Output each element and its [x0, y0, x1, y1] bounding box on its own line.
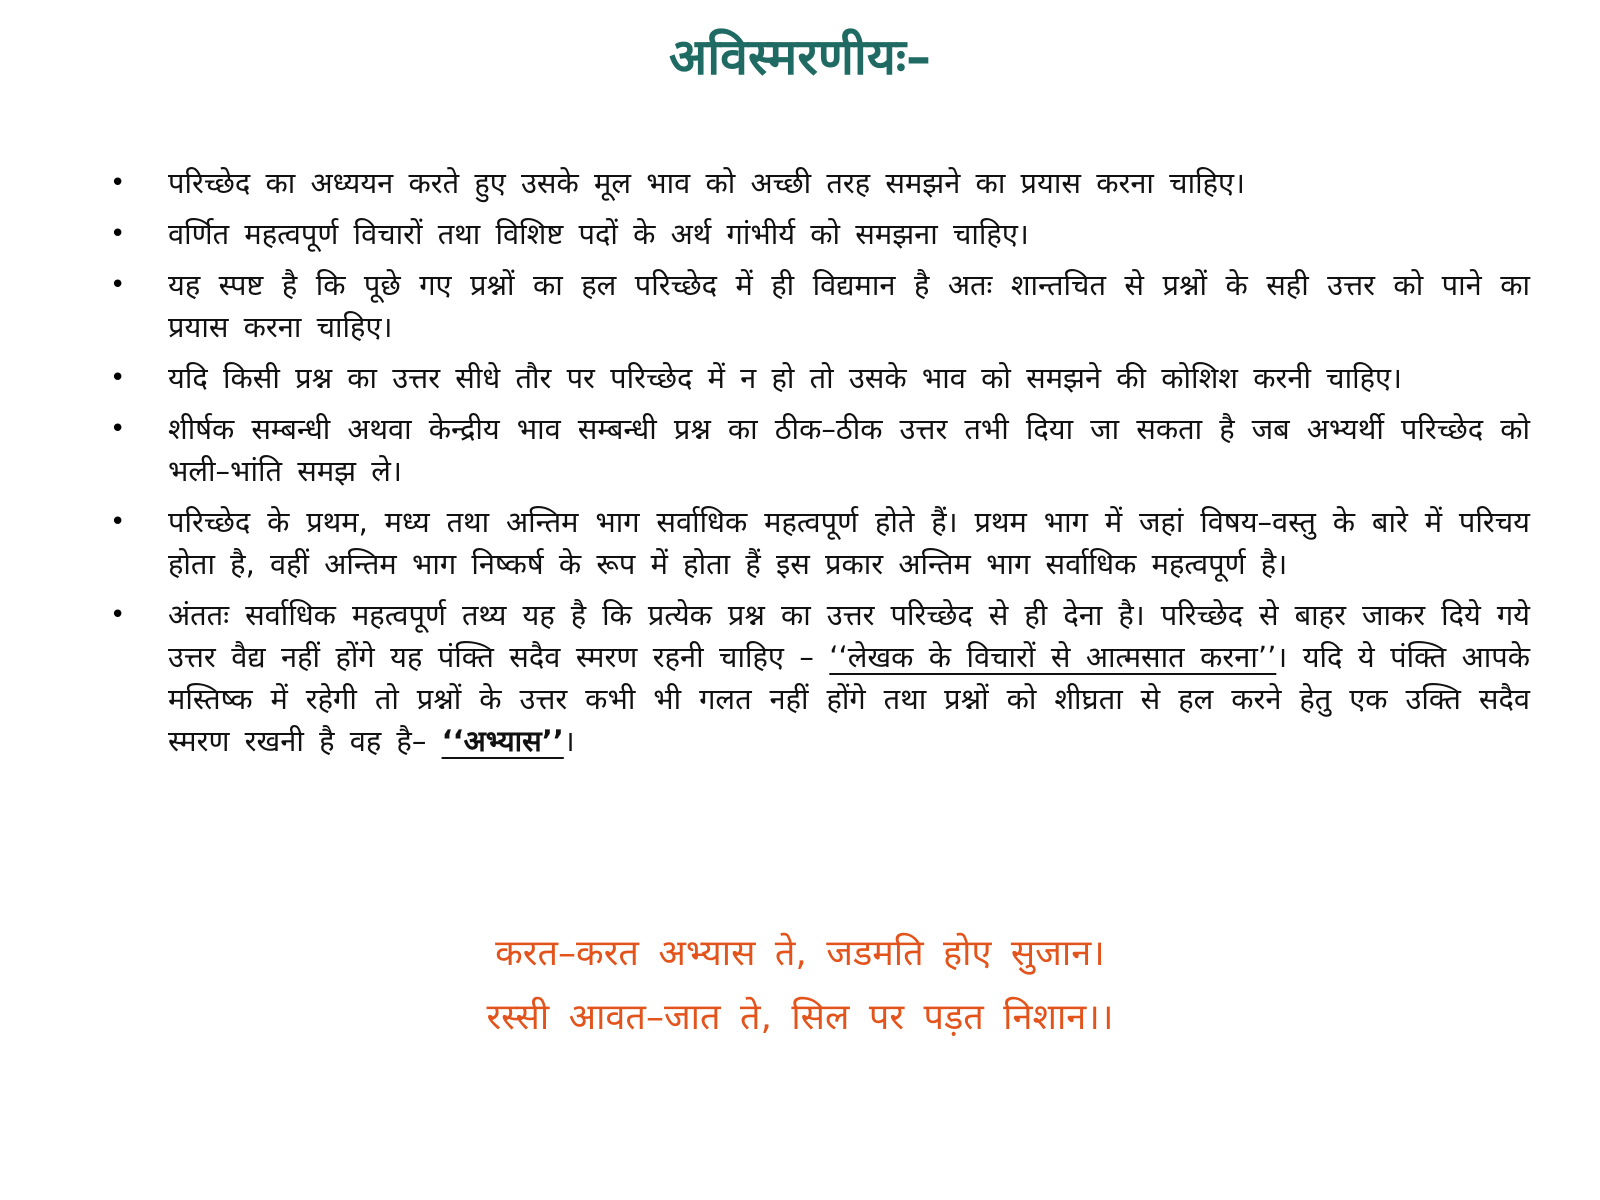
- doha-couplet: [0, 922, 1600, 1050]
- list-item-text: परिच्छेद के प्रथम, मध्य तथा अन्तिम भाग सर्वाधिक महत्वपूर्ण होते हैं। प्रथम भाग में जहां विषय–वस्तु के बारे में परिचय होता है, वहीं अन्तिम भाग निष्कर्ष के रूप में होता हैं इस प्रकार अन्तिम भाग सर्वाधिक महत्वपूर्ण है।: [168, 505, 1530, 581]
- list-item-final: [110, 594, 1530, 762]
- list-item: [110, 357, 1530, 399]
- final-text-part2: । यदि ये पंक्ति आपके मस्तिष्क में रहेगी तो प्रश्नों के उत्तर कभी भी गलत नहीं होंगे तथा प्रश्नों को शीघ्रता से हल करने हेतु एक उक्ति सदैव स्मरण रखनी है वह है–: [168, 640, 1531, 758]
- list-item: [110, 213, 1530, 255]
- doha-line-1: करत–करत अभ्यास ते, जडमति होए सुजान।: [495, 933, 1105, 974]
- final-text-end: ।: [563, 724, 575, 758]
- bullet-icon: •: [110, 270, 126, 300]
- quoted-line: ‘‘लेखक के विचारों से आत्मसात करना’’: [829, 640, 1277, 674]
- list-item-text: वर्णित महत्वपूर्ण विचारों तथा विशिष्ट पदों के अर्थ गांभीर्य को समझना चाहिए।: [168, 217, 1029, 251]
- doha-line-2: रस्सी आवत–जात ते, सिल पर पड़त निशान।।: [486, 997, 1114, 1038]
- list-item-text: यदि किसी प्रश्न का उत्तर सीधे तौर पर परिच्छेद में न हो तो उसके भाव को समझने की कोशिश करनी चाहिए।: [168, 361, 1403, 395]
- list-item-text: शीर्षक सम्बन्धी अथवा केन्द्रीय भाव सम्बन्धी प्रश्न का ठीक–ठीक उत्तर तभी दिया जा सकता है जब अभ्यर्थी परिच्छेद को भली–भांति समझ ले।: [168, 412, 1530, 488]
- bullet-icon: •: [110, 507, 126, 537]
- list-item: [110, 264, 1530, 348]
- bullet-icon: •: [110, 600, 126, 630]
- bullet-icon: •: [110, 168, 126, 198]
- list-item-text: परिच्छेद का अध्ययन करते हुए उसके मूल भाव को अच्छी तरह समझने का प्रयास करना चाहिए।: [168, 166, 1246, 200]
- list-item: [110, 501, 1530, 585]
- list-item: [110, 408, 1530, 492]
- bullet-icon: •: [110, 363, 126, 393]
- points-list: [110, 162, 1530, 771]
- keyword-abhyas: ‘‘अभ्यास’’: [441, 724, 564, 758]
- list-item-text: यह स्पष्ट है कि पूछे गए प्रश्नों का हल परिच्छेद में ही विद्यमान है अतः शान्तचित से प्रश्नों के सही उत्तर को पाने का प्रयास करना चाहिए।: [168, 268, 1530, 344]
- bullet-icon: •: [110, 414, 126, 444]
- final-text-part1: अंततः सर्वाधिक महत्वपूर्ण तथ्य यह है कि प्रत्येक प्रश्न का उत्तर परिच्छेद से ही देना है। परिच्छेद से बाहर जाकर दिये गये उत्तर वैद्य नहीं होंगे यह पंक्ति सदैव स्मरण रहनी चाहिए –: [168, 598, 1530, 674]
- list-item: [110, 162, 1530, 204]
- page-title: अविस्मरणीयः–: [669, 28, 931, 86]
- bullet-icon: •: [110, 219, 126, 249]
